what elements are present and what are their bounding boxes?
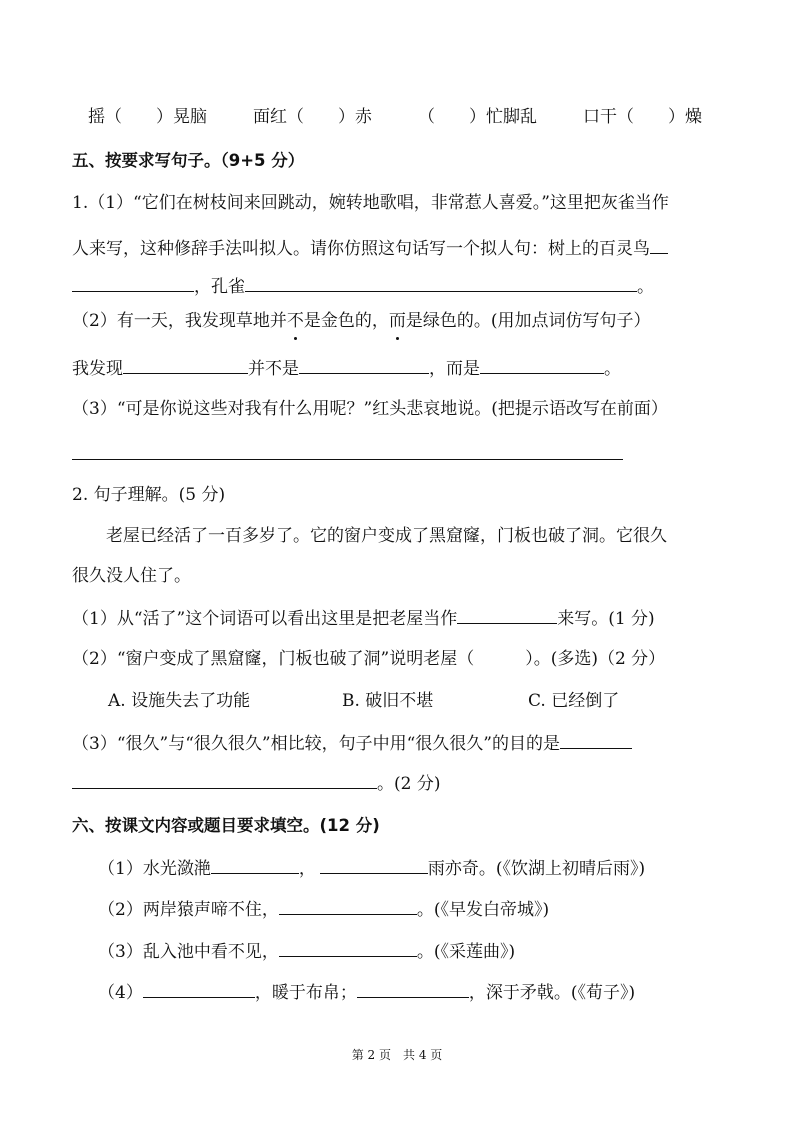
section-two-title: 2. 句子理解。(5 分) bbox=[72, 485, 226, 505]
answer-blank[interactable] bbox=[650, 236, 668, 254]
q2-text-part: （2）有一天，我发现草地并 bbox=[72, 311, 287, 331]
q2-fill-text: ，而是 bbox=[429, 359, 480, 379]
s6-q4-text: ，暖于布帛； bbox=[254, 983, 357, 1003]
s6-q4-text: ，深于矛戟。(《荀子》) bbox=[468, 983, 636, 1003]
passage-line1: 老屋已经活了一百多岁了。它的窗户变成了黑窟窿，门板也破了洞。它很久 bbox=[106, 526, 667, 546]
s6-q2-text: （2）两岸猿声啼不住， bbox=[98, 900, 279, 920]
q2-text bbox=[72, 309, 650, 333]
p2-q2: （2）“窗户变成了黑窟窿，门板也破了洞”说明老屋（ ）。(多选)（2 分） bbox=[72, 649, 666, 669]
q1-text-line1: 1.（1）“它们在树枝间来回跳动，婉转地歌唱，非常惹人喜爱。”这里把灰雀当作 bbox=[72, 193, 669, 213]
answer-blank[interactable] bbox=[211, 856, 299, 874]
q2-fill-line bbox=[72, 356, 621, 381]
p2-q1-text: 来写。(1 分) bbox=[557, 609, 655, 629]
answer-blank[interactable] bbox=[299, 356, 429, 374]
passage-line2: 很久没人住了。 bbox=[72, 566, 191, 586]
answer-blank[interactable] bbox=[123, 356, 248, 374]
dotted-word: 而 bbox=[388, 311, 406, 331]
option-a[interactable]: A. 设施失去了功能 bbox=[108, 691, 251, 711]
section-six-title: 六、按课文内容或题目要求填空。(12 分) bbox=[72, 816, 380, 835]
q1-text-line2 bbox=[72, 236, 668, 261]
idiom-item: 摇（ ）晃脑 bbox=[88, 107, 207, 127]
answer-blank[interactable] bbox=[480, 356, 604, 374]
idiom-item: （ ）忙脚乱 bbox=[418, 107, 537, 127]
q2-text-part: 是金色的， bbox=[303, 311, 389, 331]
p2-q3-text: 。(2 分) bbox=[377, 774, 441, 794]
s6-q3-text: （3）乱入池中看不见， bbox=[98, 942, 279, 962]
q2-fill-text: 我发现 bbox=[72, 359, 123, 379]
options-row bbox=[108, 689, 619, 713]
option-b[interactable]: B. 破旧不堪 bbox=[342, 691, 434, 711]
q1-text-line3 bbox=[72, 274, 654, 299]
answer-blank[interactable] bbox=[320, 856, 428, 874]
p2-q3 bbox=[72, 731, 632, 756]
answer-blank[interactable] bbox=[72, 771, 377, 789]
dotted-word: 不 bbox=[286, 311, 304, 331]
answer-blank[interactable] bbox=[143, 980, 255, 998]
q1-text: 人来写，这种修辞手法叫拟人。请你仿照这句话写一个拟人句：树上的百灵鸟 bbox=[72, 239, 650, 259]
s6-q4 bbox=[98, 980, 635, 1005]
s6-q1 bbox=[98, 856, 645, 881]
answer-blank[interactable] bbox=[560, 731, 632, 749]
s6-q3-text: 。(《采莲曲》) bbox=[416, 942, 516, 962]
s6-q1-text: ， bbox=[298, 859, 316, 879]
answer-blank[interactable] bbox=[457, 606, 557, 624]
q1-text: ，孔雀 bbox=[194, 277, 245, 297]
q2-text-part: 是绿色的。(用加点词仿写句子） bbox=[405, 311, 651, 331]
option-c[interactable]: C. 已经倒了 bbox=[528, 691, 620, 711]
p2-q1 bbox=[72, 606, 655, 631]
answer-line[interactable] bbox=[72, 459, 623, 460]
page-footer: 第 2 页 共 4 页 bbox=[351, 1048, 443, 1062]
q1-text: 。 bbox=[637, 277, 654, 297]
s6-q1-text: （1）水光潋滟 bbox=[98, 859, 211, 879]
q3-text: （3）“可是你说这些对我有什么用呢？”红头悲哀地说。(把提示语改写在前面） bbox=[72, 399, 668, 419]
idiom-item: 面红（ ）赤 bbox=[253, 107, 372, 127]
answer-blank[interactable] bbox=[245, 274, 637, 292]
q2-fill-text: 。 bbox=[604, 359, 621, 379]
p2-q1-text: （1）从“活了”这个词语可以看出这里是把老屋当作 bbox=[72, 609, 458, 629]
p2-q3-line2 bbox=[72, 771, 440, 796]
s6-q1-text: 雨亦奇。(《饮湖上初晴后雨》) bbox=[427, 859, 646, 879]
answer-blank[interactable] bbox=[279, 897, 417, 915]
s6-q2-text: 。(《早发白帝城》) bbox=[416, 900, 550, 920]
s6-q3 bbox=[98, 939, 515, 964]
answer-blank[interactable] bbox=[279, 939, 417, 957]
answer-blank[interactable] bbox=[72, 274, 194, 292]
idiom-item: 口干（ ）燥 bbox=[583, 107, 702, 127]
q2-fill-text: 并不是 bbox=[248, 359, 299, 379]
s6-q4-text: （4） bbox=[98, 983, 143, 1003]
section-five-title: 五、按要求写句子。（9+5 分） bbox=[72, 151, 305, 170]
answer-blank[interactable] bbox=[357, 980, 469, 998]
p2-q3-text: （3）“很久”与“很久很久”相比较，句子中用“很久很久”的目的是 bbox=[72, 734, 560, 754]
idiom-row bbox=[88, 105, 702, 129]
s6-q2 bbox=[98, 897, 549, 922]
